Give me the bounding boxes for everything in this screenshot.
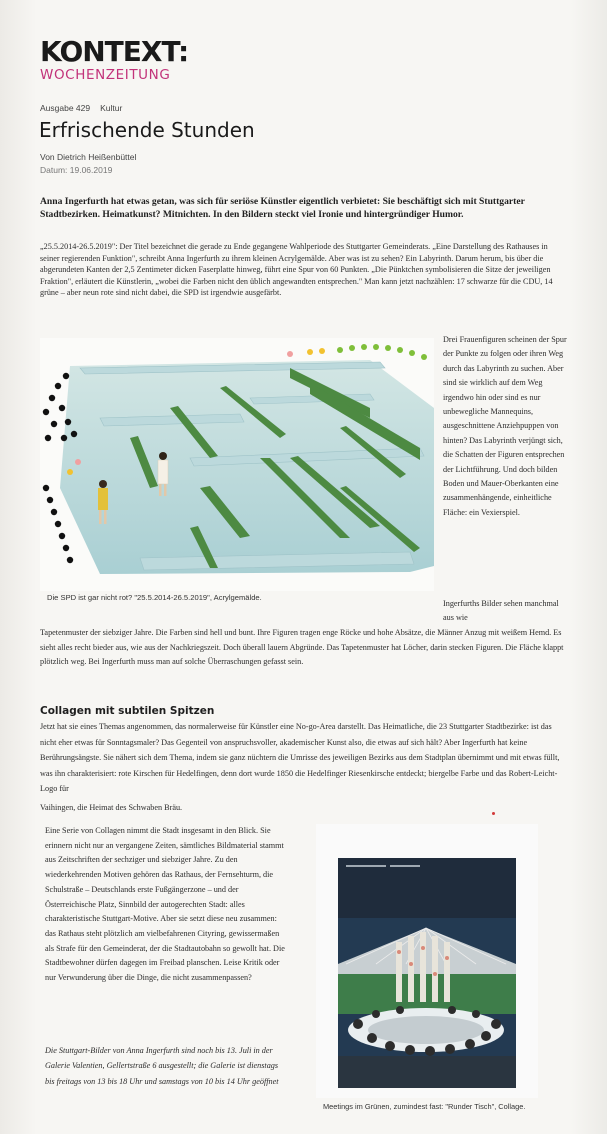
issue-meta: [40, 103, 122, 113]
paragraph-5: Vaihingen, die Heimat des Schwaben Bräu.: [40, 803, 183, 812]
publish-date: Datum: 19.06.2019: [40, 165, 113, 175]
exhibition-info: Die Stuttgart-Bilder von Anna Ingerfurth sind noch bis 13. Juli in der Galerie Valentien, Gellertstraße 6 ausgestellt; die Galerie ist dienstags bis freitags von 13 bis 18 Uhr und samstags von 10 bis 14 Uhr geöffnet: [45, 1046, 279, 1086]
side-paragraph-2: Ingerfurths Bilder sehen manchmal aus wie: [443, 599, 559, 623]
figure-2-caption: Meetings im Grünen, zumindest fast: "Runder Tisch", Collage.: [323, 1102, 526, 1111]
logo-main: KONTEXT:: [40, 35, 189, 68]
section-link[interactable]: Kultur: [100, 103, 123, 113]
page-title: Erfrischende Stunden: [39, 118, 255, 142]
issue-number[interactable]: Ausgabe 429: [40, 103, 91, 113]
labyrinth-painting-graphic: [40, 338, 434, 591]
logo[interactable]: [40, 35, 189, 83]
section-subheading: Collagen mit subtilen Spitzen: [40, 705, 215, 717]
red-mark: [492, 812, 495, 815]
collage-image[interactable]: [316, 824, 538, 1098]
article-lead: Anna Ingerfurth hat etwas getan, was sich für seriöse Künstler eigentlich verbietet: Sie beschäftigt sich mit Stuttgarter Stadtbezirken. Heimatkunst? Mitnichten. In den Bildern steckt viel Ironie und hintergründiger Humor.: [40, 196, 525, 220]
paragraph-4: Jetzt hat sie eines Themas angenommen, das normalerweise für Künstler eine No-go-Area darstellt. Das Heimatliche, die 23 Stuttgarter Stadtbezirke: ist das nicht eher etwas für Sonntagsmaler? Das Gegenteil von anspruchsvoller, akademischer Kunst also, die etwas auf sich hält? Aber Ingerfurth hat keine Berührungsängste. Sie nähert sich dem Thema, indem sie ganz nüchtern die Umrisse des jeweiligen Bezirks aus dem Stadtplan übernimmt und mit etwas füllt, was ihn charakterisiert: rote Kirschen für Hedelfingen, denn dort wurde 1850 die Hedelfinger Riesenkirsche entdeckt; biergelbe Farbe und das Robert-Leicht-Logo für: [40, 722, 560, 794]
labyrinth-painting-image[interactable]: [40, 338, 434, 591]
paragraph-3: Tapetenmuster der siebziger Jahre. Die Farben sind hell und bunt. Ihre Figuren tragen enge Röcke und hohe Absätze, die Männer Anzug mit weißem Hemd. Es sieht alles recht bieder aus, wie aus der Nachkriegszeit. Doch überall lauern Abgründe. Das Tapetenmuster hat Löcher, darin stecken Figuren. Die Fläche klappt plötzlich weg. Bei Ingerfurth muss man auf solche Überraschungen gefasst sein.: [40, 628, 564, 667]
collage-graphic: [316, 824, 538, 1098]
logo-subtitle: WOCHENZEITUNG: [40, 67, 171, 83]
paragraph-6: Eine Serie von Collagen nimmt die Stadt insgesamt in den Blick. Sie erinnern nicht nur an vergangene Zeiten, sämtliches Bildmaterial stammt aus Zeitschriften der sechziger und siebziger Jahre. Zu den wiederkehrenden Motiven gehören das Rathaus, der Fernsehturm, die Schulstraße – Deutschlands erste Fußgängerzone – und der Österreichische Platz, Sinnbild der autogerechten Stadt: alles charakteristische Stuttgart-Motive. Aber sie setzt diese neu zusammen: das Rathaus steht plötzlich am vielbefahrenen Cityring, gewissermaßen als Strafe für den Gemeinderat, der die Stadtautobahn so gewollt hat. Die Stadtbewohner dürfen dagegen im Freibad planschen. Leise Kritik oder nur Verwunderung über die Dinge, die nicht zusammenpassen?: [45, 826, 285, 983]
side-paragraph-1: Drei Frauenfiguren scheinen der Spur der Punkte zu folgen oder ihren Weg durch das Labyrinth zu suchen. Aber sind sie wirklich auf dem Weg irgendwo hin oder sind es nur unbewegliche Mannequins, ausgeschnittene Anziehpuppen von hinten? Das Labyrinth verjüngt sich, die Schatten der Figuren entsprechen der Lichtführung. Und doch bilden Boden und Mauer-Oberkanten eine zusammenhängende, einheitliche Fläche: ein Vexierspiel.: [443, 335, 567, 517]
paragraph-1: „25.5.2014-26.5.2019": Der Titel bezeichnet die gerade zu Ende gegangene Wahlperiode des Stuttgarter Gemeinderats. „Eine Darstellung des Rathauses in seiner regierenden Funktion", schreibt Anna Ingerfurth zu ihrem kleinen Acrylgemälde. Aber was ist zu sehen? Ein Labyrinth. Darum herum, bis über die abgerundeten Kanten der 2,5 Zentimeter dicken Faserplatte hinweg, führt eine Spur von 60 Punkten. „Die Pünktchen symbolisieren die Sitze der jeweiligen Fraktion", erläutert die Künstlerin, „wobei die Farben nicht den üblich angewandten entsprechen." Man kann jetzt nachzählen: 17 schwarze für die CDU, 14 grüne – aber neun rote sind nicht dabei, die SPD ist irgendwie ausgefärbt.: [40, 242, 553, 298]
figure-1-caption: Die SPD ist gar nicht rot? "25.5.2014-26.5.2019", Acrylgemälde.: [47, 593, 262, 602]
author[interactable]: Von Dietrich Heißenbüttel: [40, 152, 137, 162]
